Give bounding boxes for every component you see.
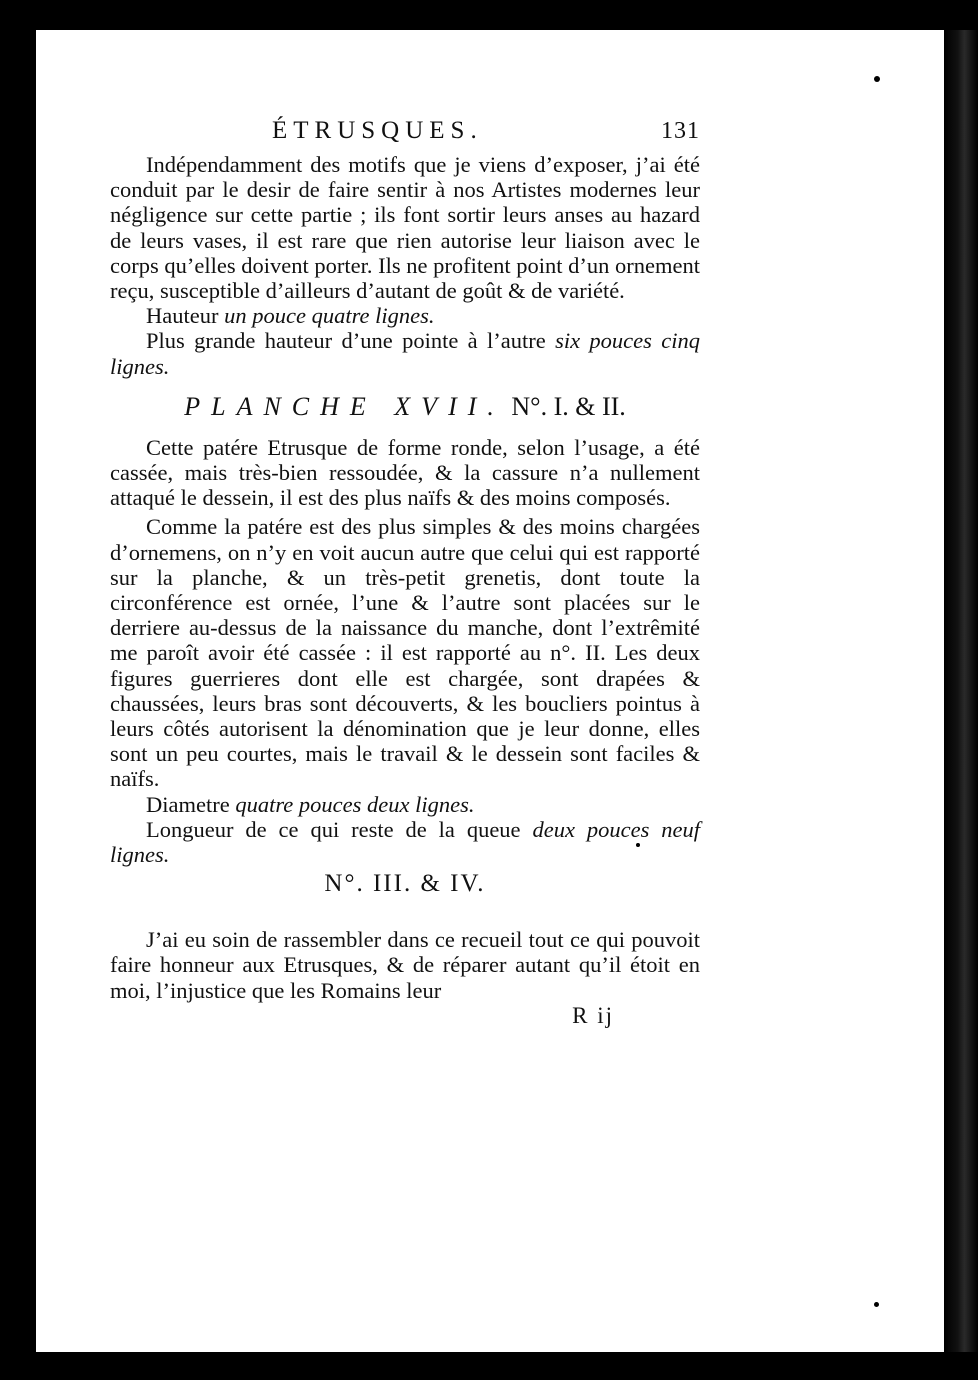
running-title: ÉTRUSQUES. bbox=[272, 117, 483, 144]
page-number: 131 bbox=[661, 118, 700, 144]
page-header bbox=[110, 118, 700, 152]
plate-paragraph-1: Cette patére Etrusque de forme ronde, selon l’usage, a été cassée, mais très-bien ressoudée, & la cassure n’a nullement attaqué le dessein, il est des plus naïfs & des moins composés. bbox=[110, 434, 700, 511]
page-edge bbox=[944, 30, 978, 1352]
ink-speck bbox=[874, 76, 880, 82]
page-text bbox=[110, 118, 700, 1028]
plate-numbers: N°. I. & II. bbox=[511, 391, 626, 421]
measure-height: Hauteur un pouce quatre lignes. bbox=[146, 303, 435, 329]
signature-mark: R ij bbox=[572, 1002, 614, 1028]
intro-paragraph: Indépendamment des motifs que je viens d’exposer, j’ai été conduit par le desir de faire sentir à nos Artistes modernes leur négligence sur cette partie ; ils font sortir leurs anses au hazard de leurs vases, il est rare que rien autorise leur liaison avec le corps qu’elles doivent porter. Ils ne profitent point d’un ornement reçu, susceptible d’ailleurs d’autant de goût & de variété. bbox=[110, 152, 700, 304]
measure-max-height: Plus grande hauteur d’une pointe à l’autre six pouces cinq lignes. bbox=[110, 328, 700, 379]
final-paragraph: J’ai eu soin de rassembler dans ce recueil tout ce qui pouvoit faire honneur aux Etrusques, & de réparer autant qu’il étoit en moi, l’injustice que les Romains leur bbox=[110, 927, 700, 1003]
sub-heading: N°. III. & IV. bbox=[324, 870, 486, 898]
plate-heading bbox=[110, 391, 700, 423]
ink-speck bbox=[874, 1302, 879, 1307]
plate-paragraph-2: Comme la patére est des plus simples & des moins chargées d’ornemens, on n’y en voit aucun autre que celui qui est rapporté sur la planche, & un très-petit grenetis, dont toute la circonférence est ornée, l’une & l’autre sont placées sur le derriere au-dessus de la naissance du manche, dont l’extrêmité me paroît avoir été cassée : il est rapporté au n°. II. Les deux figures guerrieres dont elle est chargée, sont drapées & chaussées, leurs bras sont découverts, & les boucliers pointus à leurs côtés autorisent la dénomination que je leur donne, elles sont un peu courtes, mais le travail & le dessein sont faciles & naïfs. bbox=[110, 514, 700, 792]
measure-diameter: Diametre quatre pouces deux lignes. bbox=[146, 791, 475, 817]
plate-title: PLANCHE XVII. bbox=[184, 391, 505, 421]
measure-length: Longueur de ce qui reste de la queue deux pouces neuf lignes. bbox=[110, 816, 700, 868]
